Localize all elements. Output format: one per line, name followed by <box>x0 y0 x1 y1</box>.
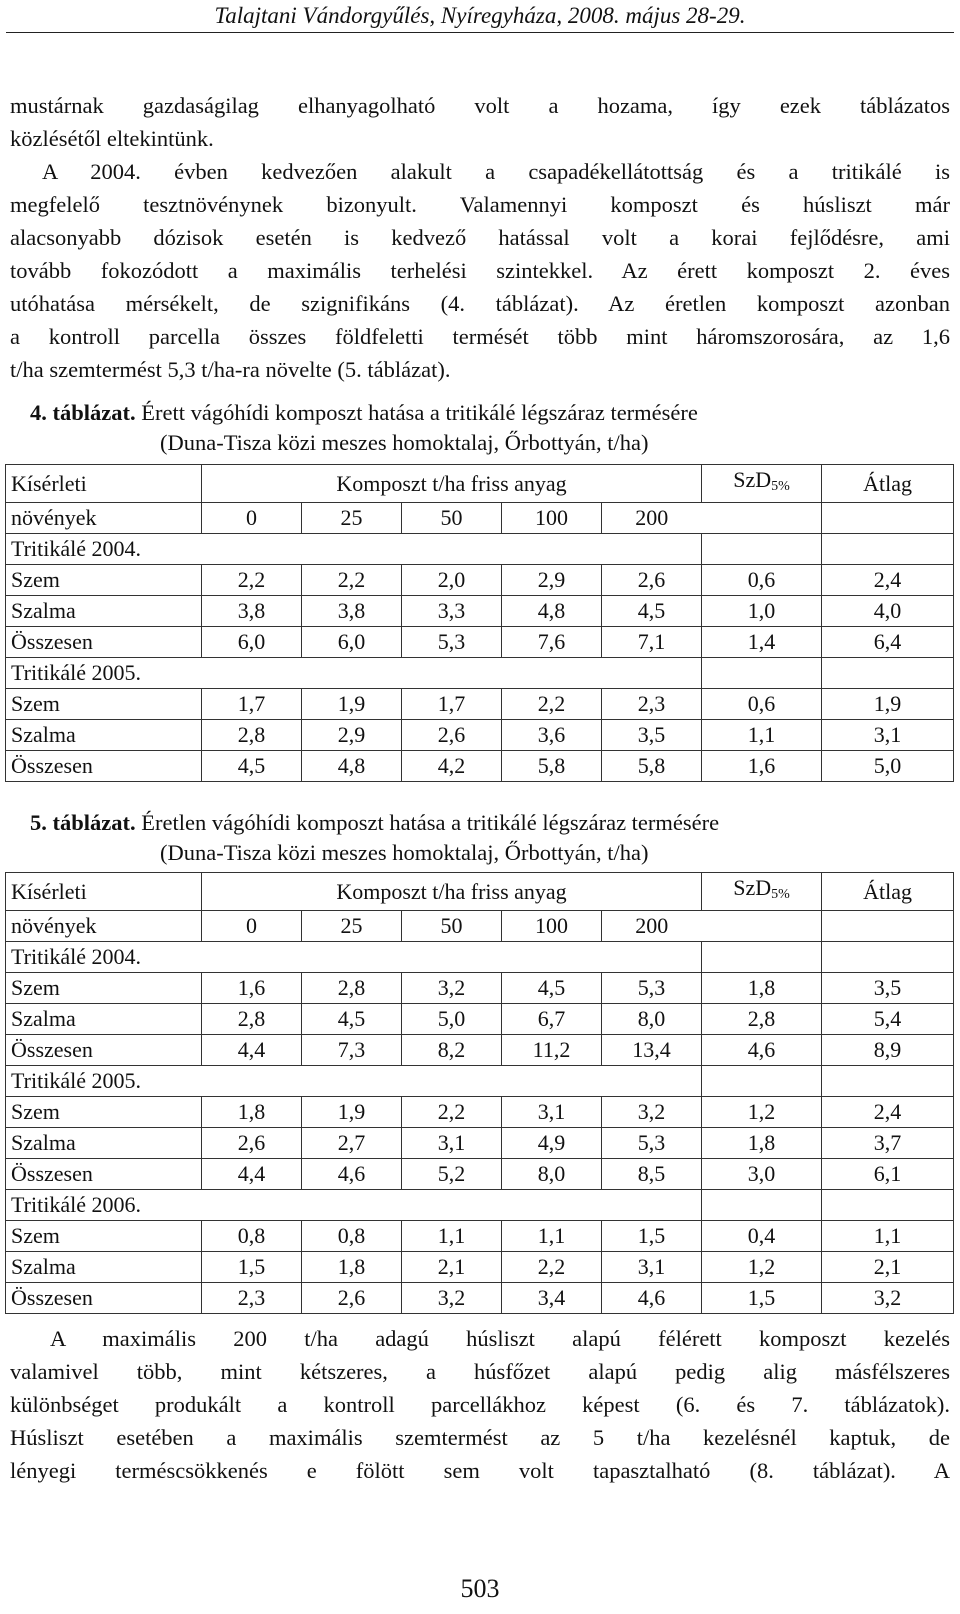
table-cell <box>822 1190 954 1221</box>
value-cell: 3,6 <box>502 720 602 751</box>
row-label-cell: Összesen <box>6 1035 202 1066</box>
value-cell: 2,4 <box>822 565 954 596</box>
table-4-title: Érett vágóhídi komposzt hatása a tritikálé légszáraz termésére <box>135 400 698 425</box>
header-cell: Átlag <box>822 873 954 911</box>
header-dose-cell: 50 <box>402 503 502 534</box>
header-dose-cell: 0 <box>202 911 302 942</box>
paragraph-2 <box>10 1322 950 1487</box>
value-cell: 1,7 <box>402 689 502 720</box>
value-cell: 3,3 <box>402 596 502 627</box>
row-label-cell: Szalma <box>6 1252 202 1283</box>
value-cell: 2,2 <box>302 565 402 596</box>
value-cell: 5,3 <box>602 1128 702 1159</box>
szd-label: SzD <box>733 467 772 492</box>
text-line: A maximális 200 t/ha adagú húsliszt alapú félérett komposzt kezelés <box>50 1326 950 1351</box>
value-cell: 4,5 <box>502 973 602 1004</box>
value-cell: 1,8 <box>702 973 822 1004</box>
table-cell <box>702 1190 822 1221</box>
value-cell: 1,2 <box>702 1252 822 1283</box>
table-row <box>6 1128 954 1159</box>
table-cell <box>302 1190 602 1221</box>
value-cell: 2,6 <box>202 1128 302 1159</box>
header-group-cell: Komposzt t/ha friss anyag <box>202 873 702 911</box>
value-cell: 1,8 <box>202 1097 302 1128</box>
value-cell: 2,8 <box>302 973 402 1004</box>
table-row <box>6 1221 954 1252</box>
table-4-subtitle: (Duna-Tisza közi meszes homoktalaj, Őrbottyán, t/ha) <box>160 430 649 455</box>
section-title-cell: Tritikálé 2006. <box>6 1190 302 1221</box>
value-cell: 1,1 <box>502 1221 602 1252</box>
row-label-cell: Összesen <box>6 627 202 658</box>
value-cell: 6,4 <box>822 627 954 658</box>
value-cell: 2,9 <box>502 565 602 596</box>
table-5-title: Éretlen vágóhídi komposzt hatása a tritikálé légszáraz termésére <box>135 810 720 835</box>
value-cell: 1,7 <box>202 689 302 720</box>
row-label-cell: Összesen <box>6 1283 202 1314</box>
value-cell: 4,5 <box>302 1004 402 1035</box>
table-row <box>6 565 954 596</box>
value-cell: 5,3 <box>602 973 702 1004</box>
table-cell <box>602 1066 702 1097</box>
value-cell: 2,2 <box>502 1252 602 1283</box>
section-row <box>6 942 954 973</box>
value-cell: 0,4 <box>702 1221 822 1252</box>
value-cell: 3,1 <box>822 720 954 751</box>
header-cell: Kísérleti <box>6 465 202 503</box>
header-dose-cell: 200 <box>602 503 702 534</box>
header-group-cell: Komposzt t/ha friss anyag <box>202 465 702 503</box>
row-label-cell: Szem <box>6 689 202 720</box>
section-row <box>6 658 954 689</box>
value-cell: 2,6 <box>302 1283 402 1314</box>
table-header-row <box>6 465 954 503</box>
header-cell <box>702 503 822 534</box>
table-cell <box>602 658 702 689</box>
value-cell: 5,8 <box>502 751 602 782</box>
value-cell: 4,5 <box>602 596 702 627</box>
row-label-cell: Összesen <box>6 1159 202 1190</box>
table-5-label: 5. táblázat. <box>30 810 136 835</box>
table-cell <box>302 1066 602 1097</box>
header-szd-cell <box>702 465 822 503</box>
value-cell: 13,4 <box>602 1035 702 1066</box>
value-cell: 1,8 <box>702 1128 822 1159</box>
header-szd-cell <box>702 873 822 911</box>
table-row <box>6 1004 954 1035</box>
text-line: megfelelő tesztnövénynek bizonyult. Valamennyi komposzt és húsliszt már <box>10 192 950 217</box>
value-cell: 8,5 <box>602 1159 702 1190</box>
value-cell: 3,0 <box>702 1159 822 1190</box>
value-cell: 2,0 <box>402 565 502 596</box>
value-cell: 1,8 <box>302 1252 402 1283</box>
value-cell: 1,9 <box>302 1097 402 1128</box>
header-cell <box>822 503 954 534</box>
table-cell <box>822 942 954 973</box>
text-line: alacsonyabb dózisok esetén is kedvező hatással volt a korai fejlődésre, ami <box>10 225 950 250</box>
table-row <box>6 689 954 720</box>
table-row <box>6 1283 954 1314</box>
text-line: különbséget produkált a kontroll parcellákhoz képest (6. és 7. táblázatok). <box>10 1392 950 1417</box>
row-label-cell: Szem <box>6 1221 202 1252</box>
szd-subscript: 5% <box>771 887 790 902</box>
value-cell: 8,0 <box>602 1004 702 1035</box>
value-cell: 1,6 <box>202 973 302 1004</box>
table-row <box>6 596 954 627</box>
value-cell: 4,4 <box>202 1035 302 1066</box>
value-cell: 4,5 <box>202 751 302 782</box>
header-dose-cell: 0 <box>202 503 302 534</box>
value-cell: 5,2 <box>402 1159 502 1190</box>
value-cell: 1,1 <box>822 1221 954 1252</box>
section-title-cell: Tritikálé 2004. <box>6 534 302 565</box>
value-cell: 1,5 <box>702 1283 822 1314</box>
value-cell: 4,6 <box>702 1035 822 1066</box>
table-row <box>6 973 954 1004</box>
value-cell: 4,8 <box>302 751 402 782</box>
text-line: a kontroll parcella összes földfeletti termését több mint háromszorosára, az 1,6 <box>10 324 950 349</box>
value-cell: 3,2 <box>402 1283 502 1314</box>
table-4-label: 4. táblázat. <box>30 400 136 425</box>
row-label-cell: Szalma <box>6 1128 202 1159</box>
value-cell: 8,0 <box>502 1159 602 1190</box>
value-cell: 1,2 <box>702 1097 822 1128</box>
section-title-cell: Tritikálé 2005. <box>6 658 302 689</box>
value-cell: 2,3 <box>602 689 702 720</box>
value-cell: 2,8 <box>702 1004 822 1035</box>
value-cell: 3,8 <box>202 596 302 627</box>
value-cell: 1,5 <box>602 1221 702 1252</box>
value-cell: 2,2 <box>202 565 302 596</box>
value-cell: 1,0 <box>702 596 822 627</box>
header-dose-cell: 25 <box>302 911 402 942</box>
value-cell: 4,8 <box>502 596 602 627</box>
section-row <box>6 1190 954 1221</box>
page-number: 503 <box>460 1574 500 1603</box>
table-cell <box>702 658 822 689</box>
value-cell: 7,6 <box>502 627 602 658</box>
value-cell: 3,5 <box>822 973 954 1004</box>
value-cell: 8,2 <box>402 1035 502 1066</box>
text-line: lényegi terméscsökkenés e fölött sem volt tapasztalható (8. táblázat). A <box>10 1458 950 1483</box>
header-cell <box>822 911 954 942</box>
table-4 <box>5 464 954 782</box>
header-dose-cell: 50 <box>402 911 502 942</box>
value-cell: 5,0 <box>402 1004 502 1035</box>
value-cell: 3,1 <box>602 1252 702 1283</box>
value-cell: 5,3 <box>402 627 502 658</box>
value-cell: 5,8 <box>602 751 702 782</box>
running-header: Talajtani Vándorgyűlés, Nyíregyháza, 2008. május 28-29. <box>214 3 746 28</box>
text-line: Húsliszt esetében a maximális szemtermést az 5 t/ha kezelésnél kaptuk, de <box>10 1425 950 1450</box>
table-cell <box>302 942 602 973</box>
value-cell: 2,8 <box>202 1004 302 1035</box>
value-cell: 3,1 <box>502 1097 602 1128</box>
value-cell: 2,2 <box>502 689 602 720</box>
value-cell: 11,2 <box>502 1035 602 1066</box>
table-cell <box>602 1190 702 1221</box>
table-cell <box>702 1066 822 1097</box>
value-cell: 5,4 <box>822 1004 954 1035</box>
value-cell: 3,2 <box>822 1283 954 1314</box>
table-cell <box>302 658 602 689</box>
row-label-cell: Szalma <box>6 720 202 751</box>
value-cell: 1,6 <box>702 751 822 782</box>
table-row <box>6 751 954 782</box>
value-cell: 4,6 <box>602 1283 702 1314</box>
table-row <box>6 1097 954 1128</box>
header-dose-cell: 100 <box>502 503 602 534</box>
table-4-caption <box>30 398 950 458</box>
header-cell: Kísérleti <box>6 873 202 911</box>
value-cell: 3,2 <box>402 973 502 1004</box>
header-dose-cell: 200 <box>602 911 702 942</box>
value-cell: 3,4 <box>502 1283 602 1314</box>
table-header-row <box>6 873 954 911</box>
value-cell: 4,6 <box>302 1159 402 1190</box>
text-line: utóhatása mérsékelt, de szignifikáns (4. táblázat). Az éretlen komposzt azonban <box>10 291 950 316</box>
section-row <box>6 1066 954 1097</box>
header-dose-cell: 100 <box>502 911 602 942</box>
value-cell: 1,5 <box>202 1252 302 1283</box>
value-cell: 0,8 <box>302 1221 402 1252</box>
value-cell: 7,3 <box>302 1035 402 1066</box>
text-line: tovább fokozódott a maximális terhelési szintekkel. Az érett komposzt 2. éves <box>10 258 950 283</box>
row-label-cell: Szem <box>6 1097 202 1128</box>
table-5-caption <box>30 808 950 868</box>
text-line: valamivel több, mint kétszeres, a húsfőzet alapú pedig alig másfélszeres <box>10 1359 950 1384</box>
value-cell: 8,9 <box>822 1035 954 1066</box>
table-cell <box>602 942 702 973</box>
row-label-cell: Szalma <box>6 1004 202 1035</box>
table-header-row <box>6 911 954 942</box>
value-cell: 5,0 <box>822 751 954 782</box>
section-row <box>6 534 954 565</box>
header-cell: növények <box>6 503 202 534</box>
value-cell: 2,1 <box>822 1252 954 1283</box>
value-cell: 2,8 <box>202 720 302 751</box>
text-line: mustárnak gazdaságilag elhanyagolható volt a hozama, így ezek táblázatos <box>10 93 950 118</box>
text-line: közlésétől eltekintünk. <box>10 126 214 151</box>
value-cell: 1,1 <box>402 1221 502 1252</box>
row-label-cell: Összesen <box>6 751 202 782</box>
table-cell <box>822 1066 954 1097</box>
value-cell: 1,1 <box>702 720 822 751</box>
value-cell: 3,1 <box>402 1128 502 1159</box>
table-5 <box>5 872 954 1314</box>
row-label-cell: Szalma <box>6 596 202 627</box>
value-cell: 2,2 <box>402 1097 502 1128</box>
value-cell: 7,1 <box>602 627 702 658</box>
table-cell <box>302 534 602 565</box>
value-cell: 4,4 <box>202 1159 302 1190</box>
header-rule <box>6 32 954 33</box>
value-cell: 4,0 <box>822 596 954 627</box>
value-cell: 2,7 <box>302 1128 402 1159</box>
value-cell: 4,2 <box>402 751 502 782</box>
table-cell <box>702 534 822 565</box>
table-row <box>6 1035 954 1066</box>
table-row <box>6 1159 954 1190</box>
header-cell: Átlag <box>822 465 954 503</box>
value-cell: 3,2 <box>602 1097 702 1128</box>
value-cell: 3,7 <box>822 1128 954 1159</box>
value-cell: 3,5 <box>602 720 702 751</box>
table-cell <box>602 534 702 565</box>
header-cell <box>702 911 822 942</box>
section-title-cell: Tritikálé 2004. <box>6 942 302 973</box>
value-cell: 6,0 <box>202 627 302 658</box>
row-label-cell: Szem <box>6 973 202 1004</box>
value-cell: 3,8 <box>302 596 402 627</box>
value-cell: 2,3 <box>202 1283 302 1314</box>
value-cell: 2,9 <box>302 720 402 751</box>
value-cell: 0,8 <box>202 1221 302 1252</box>
value-cell: 4,9 <box>502 1128 602 1159</box>
value-cell: 0,6 <box>702 565 822 596</box>
text-line: A 2004. évben kedvezően alakult a csapadékellátottság és a tritikálé is <box>42 159 950 184</box>
header-dose-cell: 25 <box>302 503 402 534</box>
header-cell: növények <box>6 911 202 942</box>
value-cell: 0,6 <box>702 689 822 720</box>
value-cell: 6,1 <box>822 1159 954 1190</box>
szd-subscript: 5% <box>771 479 790 494</box>
text-line: t/ha szemtermést 5,3 t/ha-ra növelte (5. táblázat). <box>10 357 451 382</box>
value-cell: 2,1 <box>402 1252 502 1283</box>
table-cell <box>822 658 954 689</box>
section-title-cell: Tritikálé 2005. <box>6 1066 302 1097</box>
value-cell: 2,4 <box>822 1097 954 1128</box>
value-cell: 2,6 <box>402 720 502 751</box>
table-row <box>6 720 954 751</box>
table-5-subtitle: (Duna-Tisza közi meszes homoktalaj, Őrbottyán, t/ha) <box>160 840 649 865</box>
value-cell: 6,7 <box>502 1004 602 1035</box>
table-cell <box>702 942 822 973</box>
row-label-cell: Szem <box>6 565 202 596</box>
value-cell: 2,6 <box>602 565 702 596</box>
value-cell: 1,9 <box>822 689 954 720</box>
table-cell <box>822 534 954 565</box>
table-row <box>6 1252 954 1283</box>
value-cell: 1,9 <box>302 689 402 720</box>
table-header-row <box>6 503 954 534</box>
szd-label: SzD <box>733 875 772 900</box>
table-row <box>6 627 954 658</box>
paragraph-1 <box>10 89 950 386</box>
value-cell: 1,4 <box>702 627 822 658</box>
value-cell: 6,0 <box>302 627 402 658</box>
